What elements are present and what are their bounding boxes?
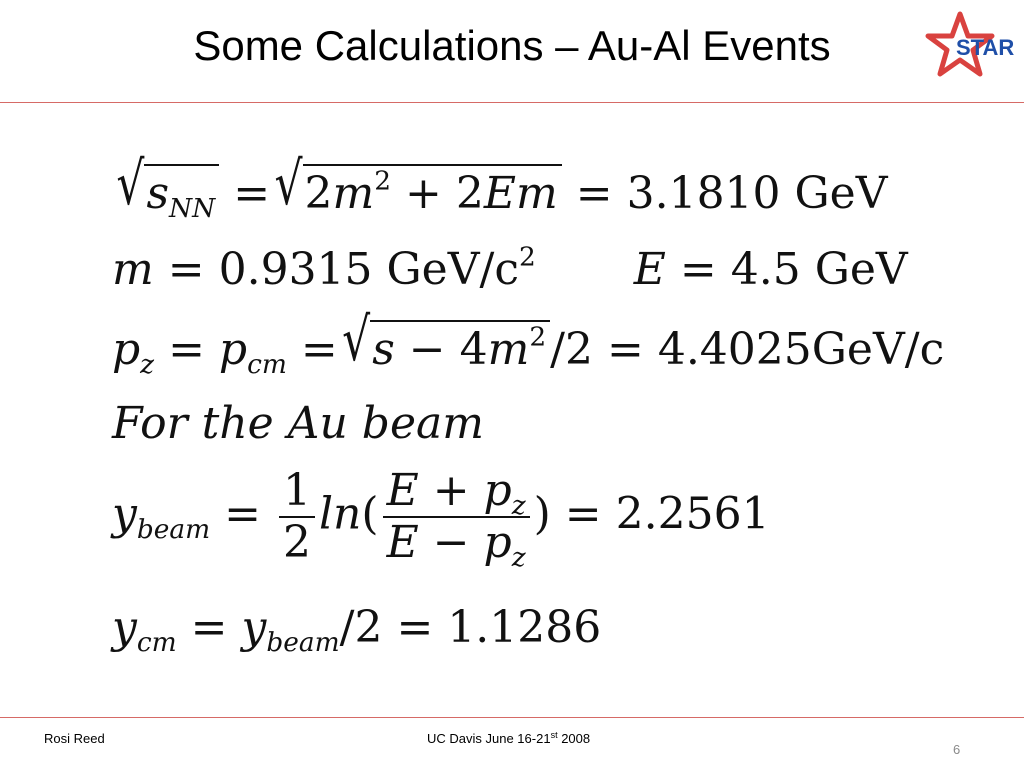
equation-momentum: $p_z = p_{cm} =√s - 4m^2/2 = 4.4025GeV/c$ — [112, 306, 945, 381]
equation-y-beam: $y_{beam}$ = $\frac{1}{2}$ ln( $\frac{E + p_z}{E - p_z}$ ) = 2.2561 — [112, 465, 770, 574]
footer-divider — [0, 717, 1024, 718]
footer-event-year: 2008 — [557, 731, 591, 746]
footer-author: Rosi Reed — [44, 731, 105, 746]
eq1-subscript: NN — [169, 193, 216, 225]
eq6-sub-beam: beam — [266, 627, 340, 659]
equations-area — [112, 150, 992, 670]
footer-event-text: UC Davis June 16-21 — [427, 731, 551, 746]
eq5-sub-beam: beam — [136, 513, 211, 545]
eq2-mass-value: = 0.9315 GeV/c — [167, 244, 519, 295]
eq1-result: = 3.1810 GeV — [575, 168, 888, 219]
eq2-energy-value: = 4.5 GeV — [679, 244, 908, 295]
equation-mass-energy: m = 0.9315 GeV/$c^2$ E = 4.5 GeV — [112, 241, 908, 295]
eq5-result: = 2.2561 — [564, 488, 770, 540]
eq6-sub-cm: cm — [136, 627, 177, 659]
eq3-sub-z: z — [140, 349, 155, 381]
eq3-sub-cm: cm — [247, 349, 287, 381]
star-logo — [924, 10, 1014, 82]
equation-sqrt-s: $√s_{NN} =√2m^2 + 2Em = 3.1810$ GeV — [116, 150, 888, 225]
footer-event — [427, 731, 590, 746]
eq6-result: /2 = 1.1286 — [339, 602, 602, 653]
eq3-result: /2 = 4.4025GeV/c — [550, 324, 945, 375]
header-divider — [0, 102, 1024, 103]
slide-title: Some Calculations – Au-Al Events — [193, 22, 831, 69]
au-beam-heading: For the Au beam — [112, 398, 484, 449]
equation-y-cm: $y_{cm} = y_{beam}/2 = 1.1286$ — [112, 602, 602, 659]
star-logo-text: STAR — [956, 35, 1014, 60]
page-number: 6 — [953, 742, 961, 757]
footer-event-sup: st — [550, 730, 558, 740]
